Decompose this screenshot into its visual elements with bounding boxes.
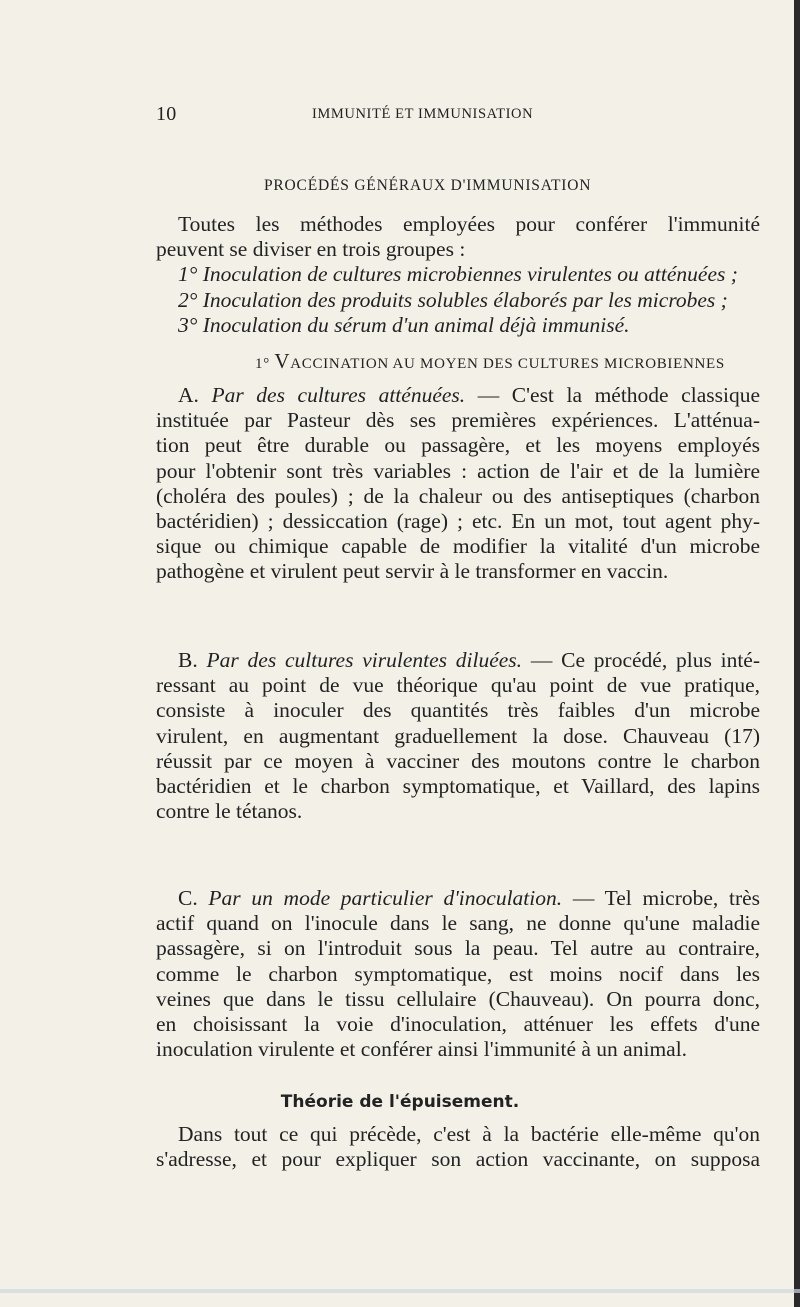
paragraph-line: passagère, si on l'introduit sous la peau. Tel autre au contraire, bbox=[156, 936, 760, 961]
para-b-label: B. bbox=[178, 648, 198, 672]
list-item-2: 2° Inoculation des produits solubles élaborés par les microbes ; bbox=[178, 287, 728, 312]
paragraph-line: pour l'obtenir sont très variables : action de l'air et de la lumière bbox=[156, 458, 760, 483]
paragraph-line: en choisissant la voie d'inoculation, atténuer les effets d'une bbox=[156, 1012, 760, 1037]
paragraph-line: Dans tout ce qui précède, c'est à la bactérie elle-même qu'on bbox=[178, 1122, 760, 1146]
paragraph-line: bactéridien) ; dessiccation (rage) ; etc. En un mot, tout agent phy- bbox=[156, 509, 760, 534]
list-item-1: 1° Inoculation de cultures microbiennes virulentes ou atténuées ; bbox=[178, 262, 738, 287]
paragraph-line: bactéridien et le charbon symptomatique, et Vaillard, des lapins bbox=[156, 774, 760, 799]
paragraph-line: sique ou chimique capable de modifier la vitalité d'un microbe bbox=[156, 534, 760, 559]
para-c-label: C. bbox=[178, 886, 198, 910]
paragraph-line: inoculation virulente et conférer ainsi l'immunité à un animal. bbox=[156, 1037, 688, 1062]
section-title: PROCÉDÉS GÉNÉRAUX D'IMMUNISATION bbox=[264, 177, 592, 194]
para-b-title: Par des cultures virulentes diluées. bbox=[206, 648, 523, 672]
paragraph-line: C. Par un mode particulier d'inoculation. — Tel microbe, très bbox=[178, 886, 761, 910]
paragraph-line: ressant au point de vue théorique qu'au point de vue pratique, bbox=[156, 673, 760, 698]
paragraph-c bbox=[156, 886, 760, 1062]
paragraph-line: consiste à inoculer des quantités très faibles d'un microbe bbox=[156, 698, 760, 723]
paragraph-line: s'adresse, et pour expliquer son action vaccinante, on supposa bbox=[156, 1147, 760, 1172]
para-c-title: Par un mode particulier d'inoculation. bbox=[208, 886, 563, 910]
paragraph-b bbox=[156, 648, 760, 824]
subsection-heading bbox=[255, 349, 725, 374]
paragraph-line: instituée par Pasteur dès ses premières expériences. L'atténua- bbox=[156, 408, 760, 433]
running-title: IMMUNITÉ ET IMMUNISATION bbox=[312, 106, 534, 122]
page-bottom-edge bbox=[0, 1289, 800, 1293]
intro-line: peuvent se diviser en trois groupes : bbox=[156, 237, 466, 262]
paragraph-line: tion peut être durable ou passagère, et les moyens employés bbox=[156, 433, 760, 458]
paragraph-line: contre le tétanos. bbox=[156, 799, 303, 824]
final-paragraph bbox=[156, 1122, 760, 1172]
para-a-title: Par des cultures atténuées. bbox=[211, 383, 466, 407]
paragraph-line: réussit par ce moyen à vacciner des moutons contre le charbon bbox=[156, 748, 760, 773]
paragraph-line: A. Par des cultures atténuées. — C'est la méthode classique bbox=[178, 383, 760, 407]
theory-heading: Théorie de l'épuisement. bbox=[280, 1092, 520, 1112]
paragraph-line: (choléra des poules) ; de la chaleur ou des antiseptiques (charbon bbox=[156, 483, 760, 508]
subsection-rest: ACCINATION AU MOYEN DES CULTURES MICROBIENNES bbox=[290, 356, 725, 372]
intro-line: Toutes les méthodes employées pour conférer l'immunité bbox=[178, 212, 760, 236]
paragraph-line: veines que dans le tissu cellulaire (Chauveau). On pourra donc, bbox=[156, 986, 760, 1011]
paragraph-line: actif quand on l'inocule dans le sang, ne donne qu'une maladie bbox=[156, 911, 760, 936]
page-number: 10 bbox=[156, 103, 177, 125]
paragraph-line: pathogène et virulent peut servir à le transformer en vaccin. bbox=[156, 559, 669, 584]
subsection-prefix: 1° bbox=[255, 356, 270, 372]
paragraph-line: virulent, en augmentant graduellement la dose. Chauveau (17) bbox=[156, 723, 760, 748]
para-a-label: A. bbox=[178, 383, 199, 407]
paragraph-a bbox=[156, 383, 760, 585]
subsection-initial: V bbox=[274, 349, 291, 373]
paragraph-line: comme le charbon symptomatique, est moins nocif dans les bbox=[156, 961, 760, 986]
intro-block bbox=[156, 212, 760, 338]
list-item-3: 3° Inoculation du sérum d'un animal déjà immunisé. bbox=[178, 312, 630, 337]
paragraph-line: B. Par des cultures virulentes diluées. — Ce procédé, plus inté- bbox=[178, 648, 760, 672]
